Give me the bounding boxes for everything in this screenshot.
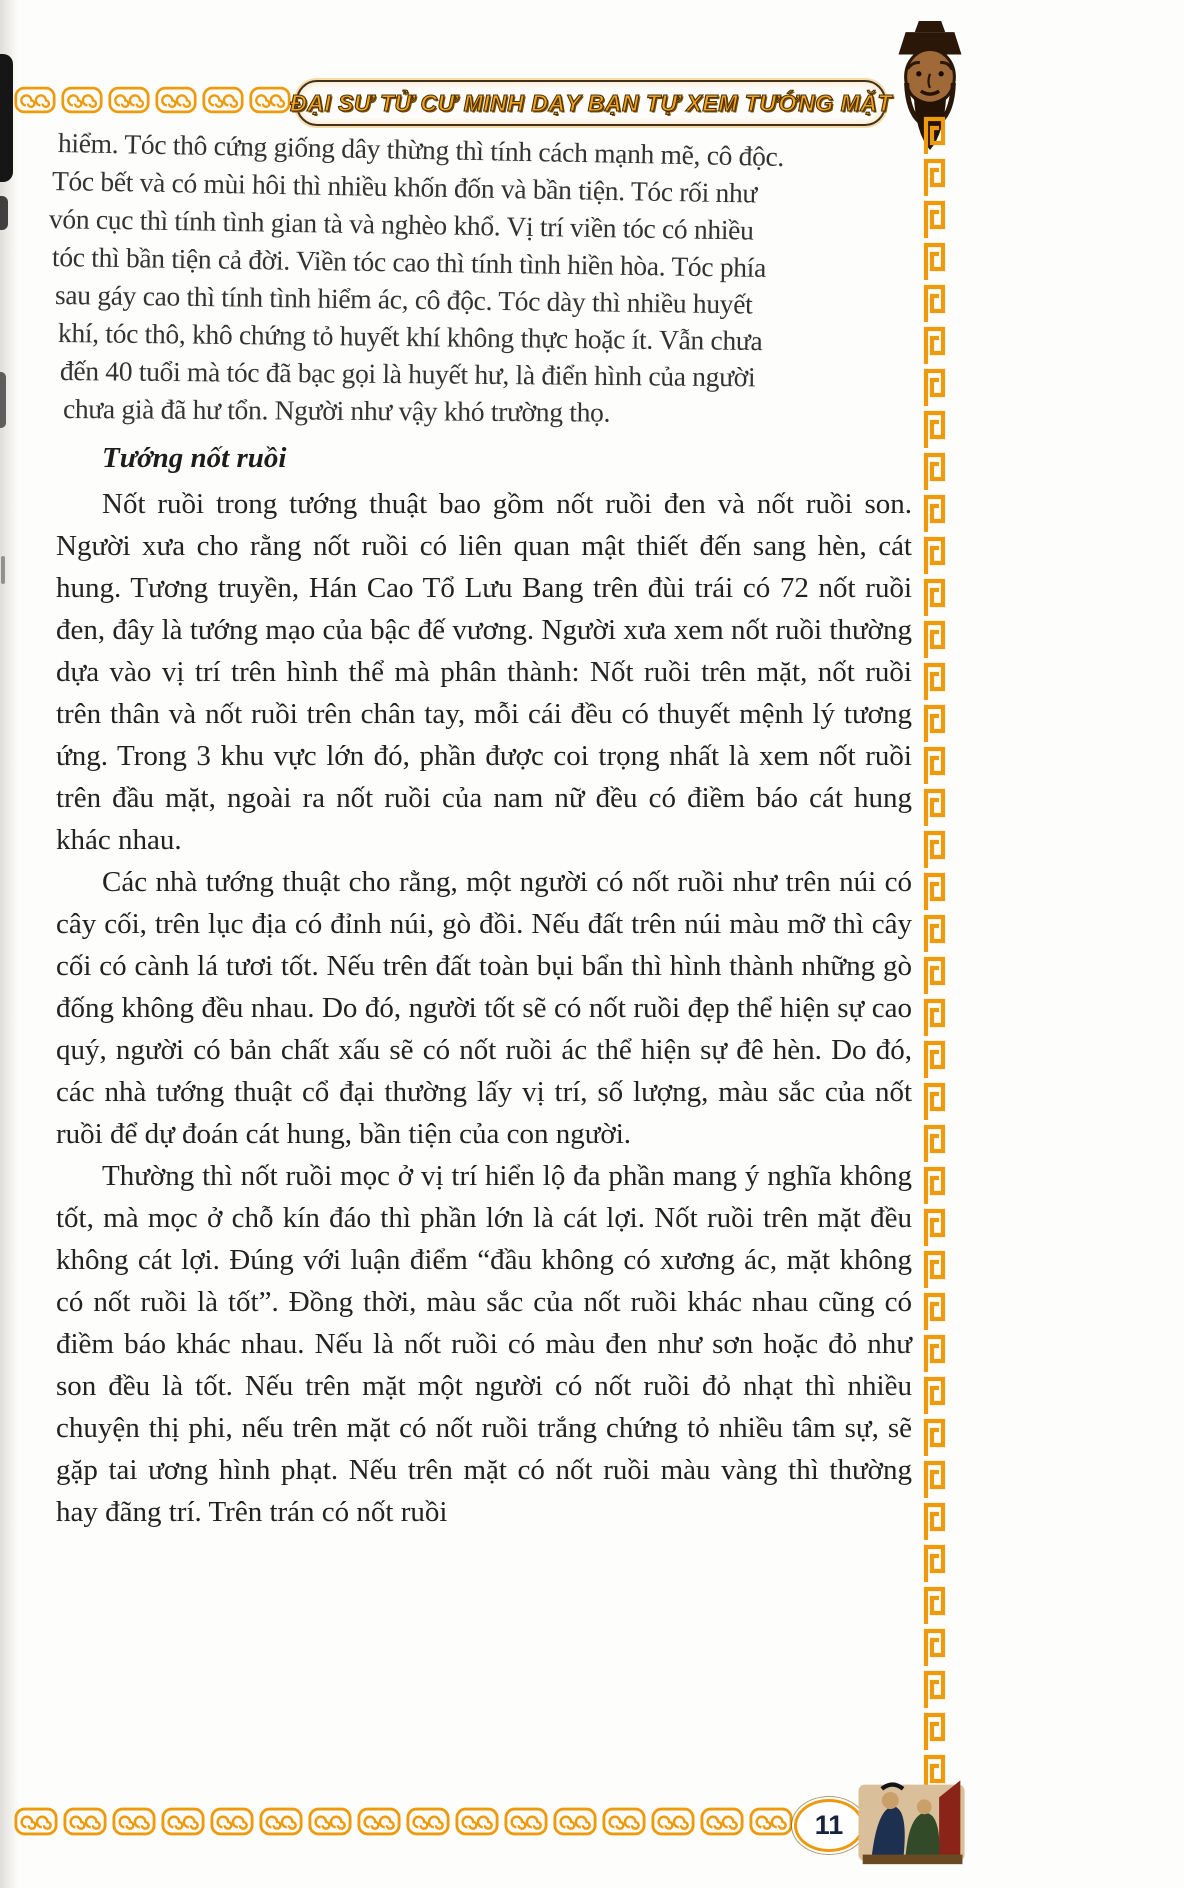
- meander-stamp-icon: [14, 1806, 58, 1837]
- intro-line: sau gáy cao thì tính tình hiểm ác, cô độc. Tóc dày thì nhiều huyết: [54, 279, 753, 320]
- intro-line: Tóc bết và có mùi hôi thì nhiều khốn đốn và bần tiện. Tóc rối như: [51, 165, 758, 209]
- meander-stamp-icon: [504, 1806, 548, 1837]
- intro-line: tóc thì bần tiện cả đời. Viền tóc cao thì tính tình hiền hòa. Tóc phía: [51, 241, 767, 283]
- intro-paragraph: [48, 124, 912, 428]
- section-heading: Tướng nốt ruồi: [102, 442, 287, 474]
- scan-edge-shadow: [0, 0, 18, 1888]
- scan-artifact: [0, 372, 6, 428]
- intro-line: vón cục thì tính tình gian tà và nghèo khổ. Vị trí viền tóc có nhiều: [48, 203, 754, 246]
- meander-stamp-icon: [63, 1806, 107, 1837]
- body-paragraph: Thường thì nốt ruồi mọc ở vị trí hiển lộ đa phần mang ý nghĩa không tốt, mà mọc ở chỗ kín đáo thì phần lớn là cát lợi. Nốt ruồi trên mặt đều không cát lợi. Đúng với luận điểm “đầu không có xương ác, mặt không có nốt ruồi là tốt”. Đồng thời, màu sắc của nốt ruồi khác nhau cũng có điềm báo khác nhau. Nếu là nốt ruồi có màu đen như sơn hoặc đỏ như son đều là tốt. Nếu trên mặt một người có nốt ruồi đỏ nhạt thì nhiều chuyện thị phi, nếu trên mặt có nốt ruồi trắng chứng tỏ nhiều tâm sự, sẽ gặp tai ương hình phạt. Nếu trên mặt có nốt ruồi màu vàng thì thường hay đãng trí. Trên trán có nốt ruồi: [56, 1160, 912, 1528]
- meander-stamp-icon: [406, 1806, 450, 1837]
- intro-line: đến 40 tuổi mà tóc đã bạc gọi là huyết hư, là điển hình của người: [59, 355, 756, 393]
- meander-stamp-icon: [259, 1806, 303, 1837]
- scan-artifact: [0, 196, 8, 230]
- meander-stamp-icon: [651, 1806, 695, 1837]
- meander-stamp-icon: [112, 1806, 156, 1837]
- meander-stamp-icon: [308, 1806, 352, 1837]
- meander-stamp-icon: [602, 1806, 646, 1837]
- meander-stamp-icon: [210, 1806, 254, 1837]
- body-paragraph: Nốt ruồi trong tướng thuật bao gồm nốt ruồi đen và nốt ruồi son. Người xưa cho rằng nốt ruồi có liên quan mật thiết đến sang hèn, cát hung. Tương truyền, Hán Cao Tổ Lưu Bang trên đùi trái có 72 nốt ruồi đen, đây là tướng mạo của bậc đế vương. Người xưa xem nốt ruồi thường dựa vào vị trí trên hình thể mà phân thành: Nốt ruồi trên mặt, nốt ruồi trên thân và nốt ruồi trên chân tay, mỗi cái đều có thuyết mệnh lý tương ứng. Trong 3 khu vực lớn đó, phần được coi trọng nhất là xem nốt ruồi trên đầu mặt, ngoài ra nốt ruồi của nam nữ đều có điềm báo cát hung khác nhau.: [56, 488, 912, 856]
- meander-stamp-icon: [700, 1806, 744, 1837]
- scan-artifact: [0, 54, 13, 182]
- intro-line: chưa già đã hư tổn. Người như vậy khó trường thọ.: [62, 393, 611, 428]
- meander-stamp-icon: [161, 1806, 205, 1837]
- intro-line: hiểm. Tóc thô cứng giống dây thừng thì tính cách mạnh mẽ, cô độc.: [57, 127, 785, 172]
- meander-stamp-icon: [202, 86, 244, 114]
- bottom-right-illustration-icon: [850, 1766, 972, 1870]
- right-meander-border: [920, 114, 948, 1796]
- bottom-meander-border: [14, 1806, 793, 1837]
- intro-line: khí, tóc thô, khô chứng tỏ huyết khí không thực hoặc ít. Vẫn chưa: [57, 317, 763, 357]
- meander-stamp-icon: [357, 1806, 401, 1837]
- meander-stamp-icon: [61, 86, 103, 114]
- page-content: [48, 124, 912, 1533]
- meander-stamp-icon: [108, 86, 150, 114]
- top-left-meander-border: [14, 86, 291, 114]
- meander-stamp-icon: [553, 1806, 597, 1837]
- meander-stamp-icon: [749, 1806, 793, 1837]
- body-paragraph: Các nhà tướng thuật cho rằng, một người có nốt ruồi như trên núi có cây cối, trên lục địa có đỉnh núi, gò đồi. Nếu đất trên núi màu mỡ thì cây cối có cành lá tươi tốt. Nếu trên đất toàn bụi bẩn thì hình thành những gò đống không đều nhau. Do đó, người tốt sẽ có nốt ruồi đẹp thể hiện sự cao quý, người có bản chất xấu sẽ có nốt ruồi ác thể hiện sự đê hèn. Do đó, các nhà tướng thuật cổ đại thường lấy vị trí, số lượng, màu sắc của nốt ruồi để dự đoán cát hung, bần tiện của con người.: [56, 866, 912, 1150]
- meander-stamp-icon: [155, 86, 197, 114]
- scan-artifact: [1, 556, 5, 584]
- meander-stamp-icon: [455, 1806, 499, 1837]
- book-title-banner: [290, 80, 892, 126]
- banner-text: ĐẠI SƯ TỬ CƯ MINH DẠY BẠN TỰ XEM TƯỚNG MẶT: [290, 89, 892, 116]
- meander-stamp-icon: [249, 86, 291, 114]
- meander-stamp-icon: [14, 86, 56, 114]
- page-number: 11: [814, 1810, 844, 1840]
